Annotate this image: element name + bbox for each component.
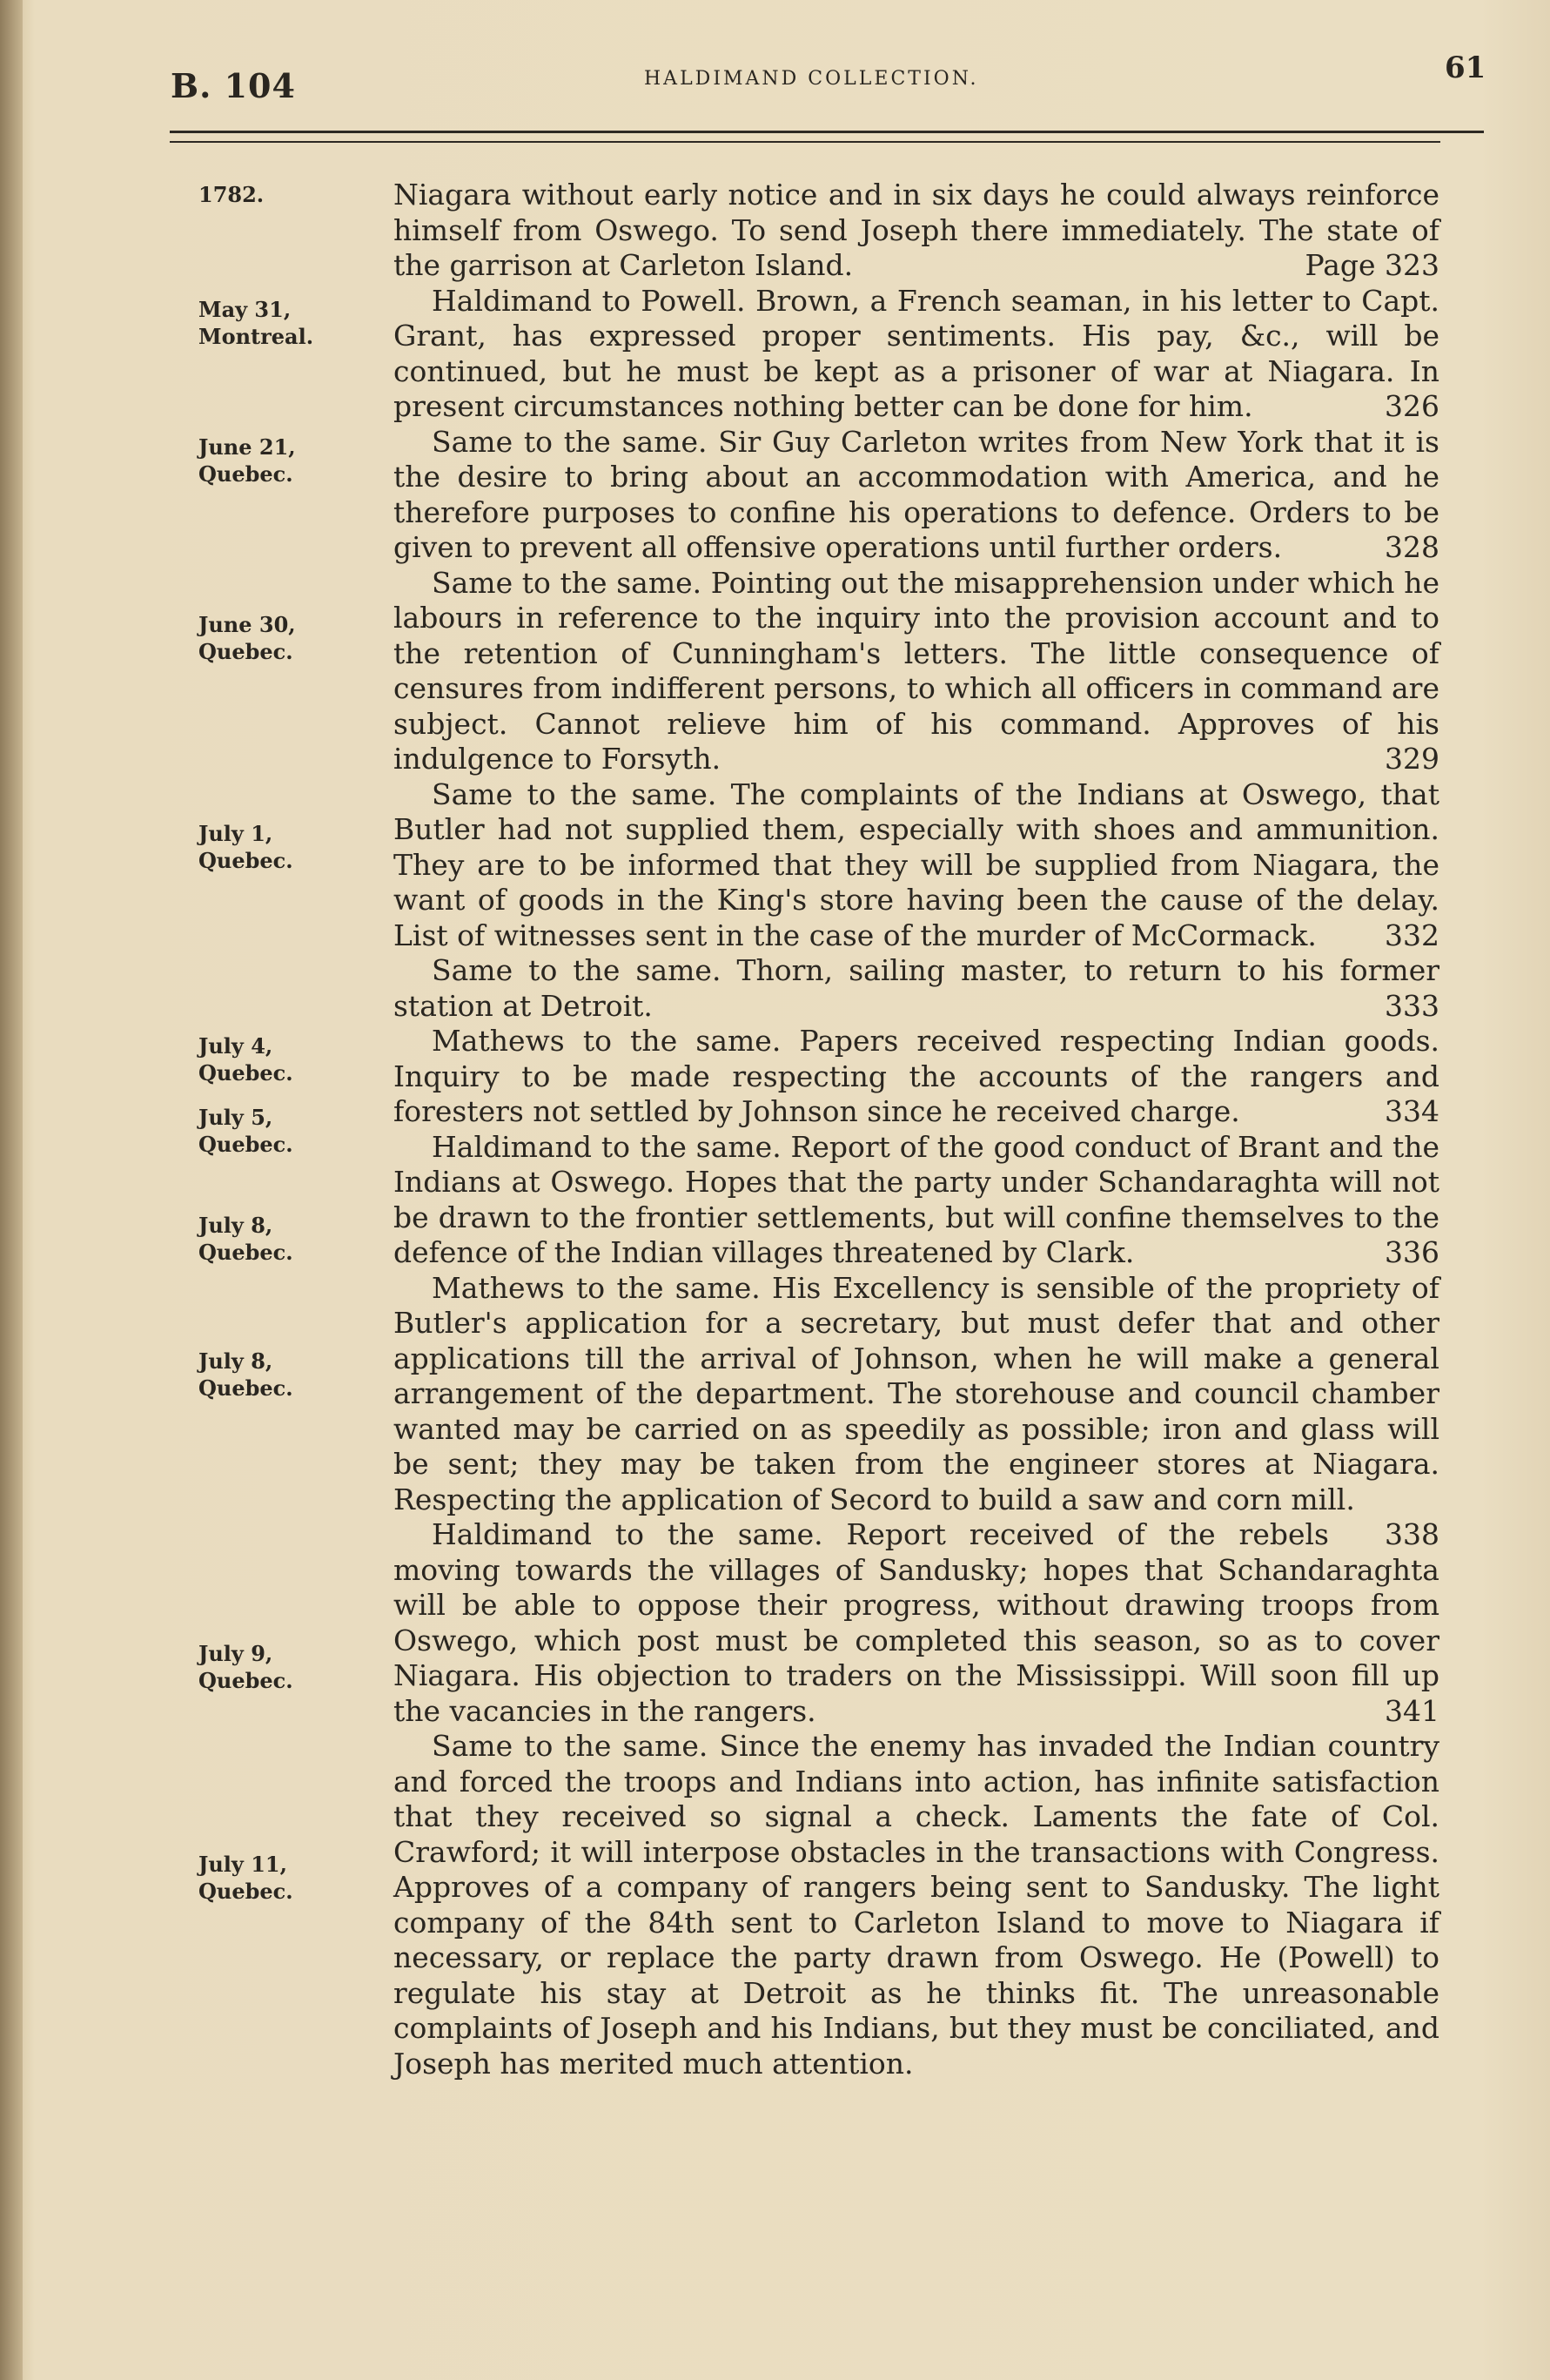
page-number: 61	[1445, 50, 1486, 85]
page-binding-edge	[0, 0, 23, 2380]
date-entry: July 4, Quebec.	[198, 1033, 293, 1086]
entry-paragraph: Haldimand to the same. Report of the good conduct of Brant and the Indians at Oswego. Hopes that the party under Schandaraghta will not be drawn to the frontier settlements, but will confine themselves to the defence of the Indian villages threatened by Clark. 336	[393, 1129, 1439, 1269]
page-reference: 328	[1385, 530, 1439, 564]
date-entry: July 11, Quebec.	[198, 1852, 293, 1904]
date-year: 1782.	[198, 182, 265, 207]
entry-paragraph: Same to the same. Since the enemy has invaded the Indian country and forced the troops and Indians into action, has infinite satisfaction that they received so signal a check. Laments the fate of Col. Crawford; it will interpose obstacles in the transactions with Congress. Approves of a company of rangers being sent to Sandusky. The light company of the 84th sent to Carleton Island to move to Niagara if necessary, or replace the party drawn from Oswego. He (Powell) to regulate his stay at Detroit as he thinks fit. The unreasonable complaints of Joseph and his Indians, but they must be conciliated, and Joseph has merited much attention.	[393, 1729, 1439, 2081]
entry-paragraph: Niagara without early notice and in six days he could always reinforce himself from Oswego. To send Joseph there immediately. The state of the garrison at Carleton Island. Page 323	[393, 178, 1439, 282]
date-entry: June 21, Quebec.	[198, 434, 296, 487]
date-entry: July 8, Quebec.	[198, 1213, 293, 1265]
entry-paragraph: Same to the same. Pointing out the misapprehension under which he labours in reference to the inquiry into the provision account and to the retention of Cunningham's letters. The little consequence of censures from indifferent persons, to which all officers in command are subject. Cannot relieve him of his command. Approves of his indulgence to Forsyth. 329	[393, 565, 1439, 776]
header-rule-bottom	[170, 141, 1440, 143]
entry-paragraph: Haldimand to the same. Report received of the rebels moving towards the villages of Sandusky; hopes that Schandaraghta will be able to oppose their progress, without drawing troops from Oswego, which post must be completed this season, so as to cover Niagara. His objection to traders on the Mississippi. Will soon fill up the vacancies in the rangers. 341	[393, 1517, 1439, 1728]
page-reference: 332	[1385, 918, 1439, 952]
page-reference: 334	[1385, 1094, 1439, 1128]
page-reference: 336	[1385, 1235, 1439, 1269]
running-title: HALDIMAND COLLECTION.	[644, 68, 979, 90]
date-entry: May 31, Montreal.	[198, 297, 314, 349]
date-entry: July 1, Quebec.	[198, 821, 293, 873]
calendar-entries	[393, 178, 1439, 2081]
page-reference: 341	[1385, 1693, 1439, 1728]
date-entry: June 30, Quebec.	[198, 612, 296, 664]
page-reference: 329	[1385, 742, 1439, 776]
page-reference: 338	[1385, 1517, 1439, 1551]
header-rule-top	[170, 131, 1484, 133]
entry-paragraph: Mathews to the same. His Excellency is sensible of the propriety of Butler's application for a secretary, but must defer that and other applications till the arrival of Johnson, when he will make a general arrangement of the department. The storehouse and council chamber wanted may be carried on as speedily as possible; iron and glass will be sent; they may be taken from the engineer stores at Niagara. Respecting the application of Secord to build a saw and corn mill. 338	[393, 1270, 1439, 1551]
entry-paragraph: Mathews to the same. Papers received respecting Indian goods. Inquiry to be made respecting the accounts of the rangers and foresters not settled by Johnson since he received charge. 334	[393, 1024, 1439, 1128]
page-reference: 333	[1385, 988, 1439, 1023]
date-entry: July 8, Quebec.	[198, 1348, 293, 1401]
entry-paragraph: Same to the same. Sir Guy Carleton writes from New York that it is the desire to bring about an accommodation with America, and he therefore purposes to confine his operations to defence. Orders to be given to prevent all offensive operations until further orders. 328	[393, 424, 1439, 564]
entry-paragraph: Haldimand to Powell. Brown, a French seaman, in his letter to Capt. Grant, has expressed proper sentiments. His pay, &c., will be continued, but he must be kept as a prisoner of war at Niagara. In present circumstances nothing better can be done for him. 326	[393, 283, 1439, 423]
entry-paragraph: Same to the same. The complaints of the Indians at Oswego, that Butler had not supplied them, especially with shoes and ammunition. They are to be informed that they will be supplied from Niagara, the want of goods in the King's store having been the cause of the delay. List of witnesses sent in the case of the murder of McCormack. 332	[393, 777, 1439, 952]
page-reference: Page 323	[1305, 248, 1439, 282]
date-entry: July 9, Quebec.	[198, 1641, 293, 1693]
page-reference: 326	[1385, 389, 1439, 423]
entry-paragraph: Same to the same. Thorn, sailing master, to return to his former station at Detroit. 333	[393, 953, 1439, 1023]
date-entry: July 5, Quebec.	[198, 1105, 293, 1157]
volume-reference: B. 104	[171, 66, 296, 105]
